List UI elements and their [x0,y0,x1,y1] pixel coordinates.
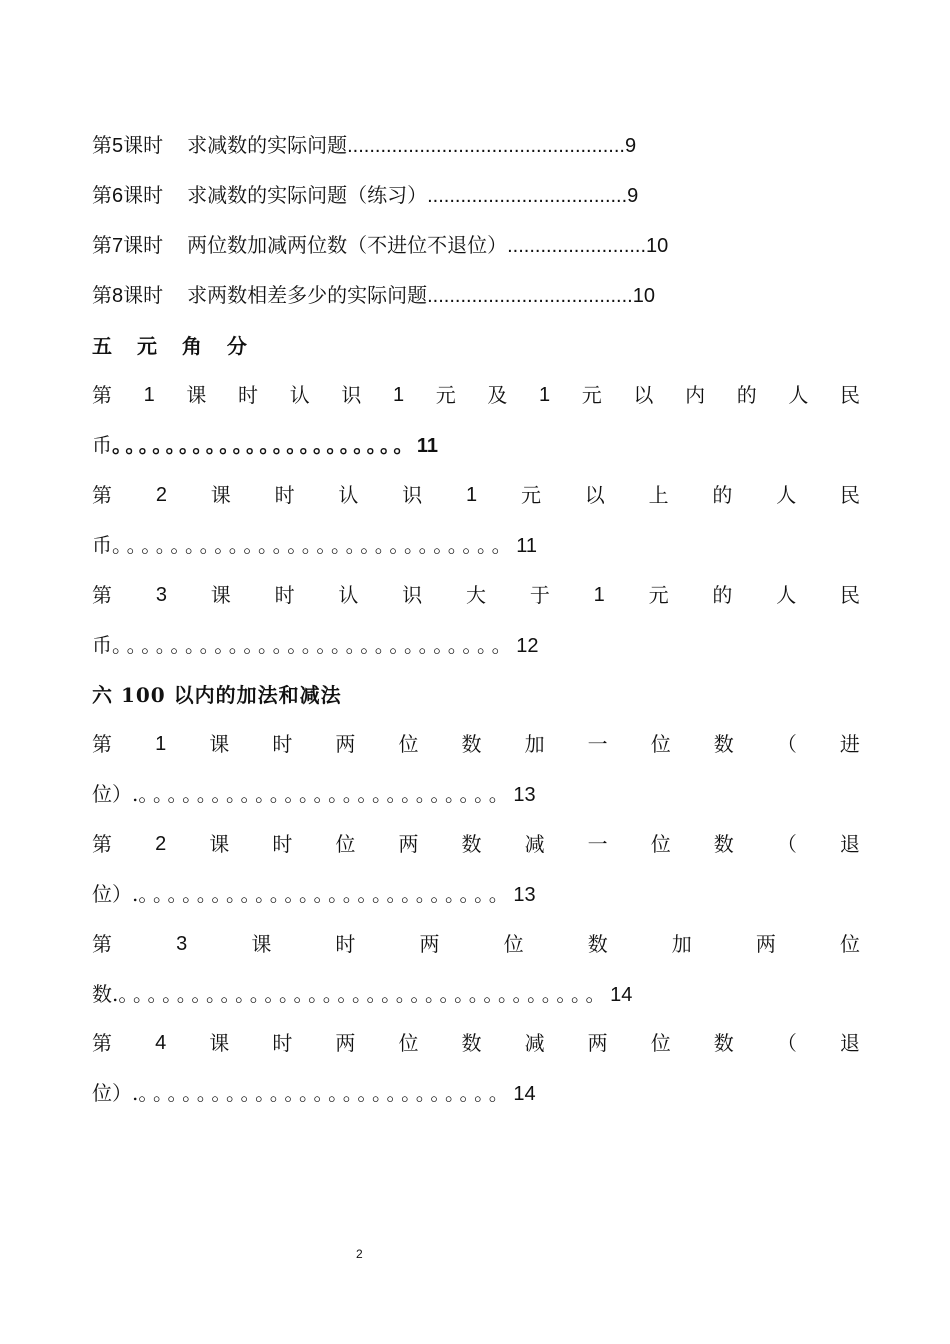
entry-word: 两 [587,1031,608,1055]
entry-word: 两 [335,1031,356,1055]
entry-word: 课 [210,583,231,607]
entry-word: 一 [587,832,608,856]
entry-number: 5 [112,135,124,157]
entry-word: 民 [840,483,860,507]
entry-leader: 。。。。。。。。。。。。。。。。。。。。。。 [112,433,417,457]
entry-leader: 。。。。。。。。。。。。。。。。。。。。。。。。。。。。。。。。。 [118,982,611,1006]
entry-leader: 。。。。。。。。。。。。。。。。。。。。。。。。。 [138,882,514,906]
entry-word: （ [776,732,797,756]
entry-word: 于 [529,583,550,607]
entry-leader: 。。。。。。。。。。。。。。。。。。。。。。。。。。。 [112,633,517,657]
entry-word: 以 [584,483,605,507]
entry-word: 人 [776,483,797,507]
entry-title: 两位数加减两位数（不进位不退位） [187,233,508,257]
entry-word: 4 [155,1032,167,1054]
entry-leader: 。。。。。。。。。。。。。。。。。。。。。。。。。。。 [112,533,517,557]
entry-word: 第 [92,1031,112,1055]
entry-word: 加 [524,732,545,756]
entry-word: 位 [503,932,524,956]
entry-word: 位 [335,832,356,856]
section-heading-5: 五 元 角 分 [92,334,256,358]
justified-entry-s6-4 [92,1028,860,1058]
entry-leader: 。。。。。。。。。。。。。。。。。。。。。。。。。 [138,782,514,806]
entry-word: 位 [398,1031,419,1055]
entry-word: 认 [338,583,359,607]
entry-continuation-s5-2 [92,530,537,560]
entry-leader: 。。。。。。。。。。。。。。。。。。。。。。。。。 [138,1081,514,1105]
entry-word: 识 [402,583,423,607]
entry-continuation-s5-3 [92,630,538,660]
entry-continuation-s5-1 [92,430,438,460]
entry-word: 位 [650,732,671,756]
entry-prefix: 第 [92,133,112,157]
entry-word: 1 [392,384,405,406]
entry-page: 9 [624,135,637,157]
entry-unit: 课时 [123,233,164,257]
entry-word: 两 [419,932,440,956]
entry-word: 两 [398,832,419,856]
entry-word: 1 [466,484,478,506]
entry-word: 课 [209,732,230,756]
entry-word: 元 [581,383,602,407]
justified-entry-s5-3 [92,580,860,610]
entry-word: 一 [587,732,608,756]
entry-word: 课 [209,1031,230,1055]
entry-word: 加 [671,932,692,956]
entry-unit: 课时 [123,183,164,207]
entry-word: 数 [461,1031,482,1055]
entry-page: 10 [646,235,669,257]
entry-word: 两 [755,932,776,956]
entry-word: 两 [335,732,356,756]
entry-leader: .................................................. [347,135,625,157]
entry-title: 求减数的实际问题（练习） [187,183,428,207]
entry-word: 减 [524,1031,545,1055]
toc-entry-6 [92,180,638,210]
entry-word: 课 [251,932,272,956]
entry-word: 数 [713,732,734,756]
entry-word: 3 [176,933,188,955]
entry-continuation-s6-4 [92,1078,536,1108]
entry-word: 时 [272,832,293,856]
entry-word: 位 [398,732,419,756]
entry-word: 1 [593,584,605,606]
entry-leader: ..................................... [427,285,633,307]
entry-word: 位 [650,832,671,856]
entry-page: 14 [513,1083,536,1105]
entry-word: 2 [155,484,167,506]
entry-word: 退 [839,832,860,856]
entry-page: 12 [516,635,539,657]
entry-word: 位 [839,932,860,956]
entry-number: 7 [112,235,124,257]
entry-word: 数 [461,832,482,856]
entry-page: 14 [610,984,633,1006]
entry-number: 6 [112,185,124,207]
entry-page: 9 [627,185,639,207]
entry-continuation-text: 币 [92,633,112,657]
page-number: 2 [356,1247,363,1261]
entry-page: 13 [513,884,536,906]
entry-word: 上 [648,483,669,507]
entry-word: 退 [839,1031,860,1055]
entry-continuation-s6-1 [92,779,536,809]
entry-word: 认 [338,483,359,507]
entry-word: 第 [92,732,112,756]
entry-leader: .................................... [427,185,628,207]
entry-continuation-text: 位）. [92,782,139,806]
entry-word: 民 [840,583,860,607]
justified-entry-s6-1 [92,729,860,759]
entry-word: 1 [143,384,155,406]
entry-word: 数 [713,832,734,856]
entry-continuation-s6-2 [92,879,536,909]
entry-continuation-s6-3 [92,979,632,1009]
entry-word: 民 [839,383,860,407]
entry-word: 时 [274,583,295,607]
toc-entry-8 [92,280,655,310]
entry-word: 第 [92,932,112,956]
entry-word: 的 [712,483,733,507]
justified-entry-s6-3 [92,929,860,959]
entry-page: 11 [516,535,537,557]
entry-word: （ [776,1031,797,1055]
entry-word: 的 [736,383,757,407]
entry-word: （ [776,832,797,856]
entry-word: 第 [92,483,112,507]
entry-word: 以 [633,383,654,407]
entry-word: 第 [92,383,112,407]
entry-word: 元 [435,383,456,407]
entry-page: 11 [416,435,438,457]
entry-word: 1 [539,384,551,406]
justified-entry-s5-2 [92,480,860,510]
entry-continuation-text: 位）. [92,1081,139,1105]
entry-word: 的 [712,583,733,607]
entry-word: 时 [335,932,356,956]
entry-word: 2 [155,833,167,855]
section-heading-6: 六 100 以内的加法和减法 [92,683,342,707]
entry-word: 课 [210,483,231,507]
entry-page: 10 [632,285,655,307]
justified-entry-s6-2 [92,829,860,859]
entry-word: 识 [341,383,362,407]
entry-word: 3 [155,584,167,606]
entry-prefix: 第 [92,183,112,207]
entry-prefix: 第 [92,233,112,257]
entry-number: 8 [112,285,124,307]
entry-word: 位 [650,1031,671,1055]
entry-prefix: 第 [92,283,112,307]
entry-continuation-text: 币 [92,533,112,557]
entry-title: 求减数的实际问题 [187,133,348,157]
entry-word: 识 [402,483,423,507]
entry-word: 数 [587,932,608,956]
justified-entry-s5-1 [92,380,860,410]
entry-word: 人 [788,383,809,407]
entry-word: 课 [186,383,207,407]
entry-word: 元 [520,483,541,507]
entry-word: 数 [461,732,482,756]
entry-word: 人 [776,583,797,607]
entry-word: 减 [524,832,545,856]
entry-unit: 课时 [123,133,164,157]
entry-word: 进 [839,732,860,756]
entry-word: 时 [272,732,293,756]
entry-title: 求两数相差多少的实际问题 [187,283,428,307]
entry-leader: ......................... [507,235,647,257]
entry-word: 及 [487,383,508,407]
entry-word: 第 [92,832,112,856]
entry-word: 第 [92,583,112,607]
entry-page: 13 [513,784,536,806]
entry-word: 数 [713,1031,734,1055]
entry-word: 内 [685,383,706,407]
entry-word: 1 [155,733,167,755]
toc-entry-7 [92,230,668,260]
entry-word: 时 [274,483,295,507]
entry-continuation-text: 位）. [92,882,139,906]
entry-continuation-text: 币 [92,433,112,457]
entry-word: 元 [648,583,669,607]
entry-word: 大 [466,583,486,607]
toc-entry-5 [92,130,636,160]
entry-word: 课 [209,832,230,856]
entry-continuation-text: 数. [92,982,119,1006]
entry-word: 时 [238,383,259,407]
entry-word: 时 [272,1031,293,1055]
entry-unit: 课时 [123,283,164,307]
entry-word: 认 [289,383,310,407]
